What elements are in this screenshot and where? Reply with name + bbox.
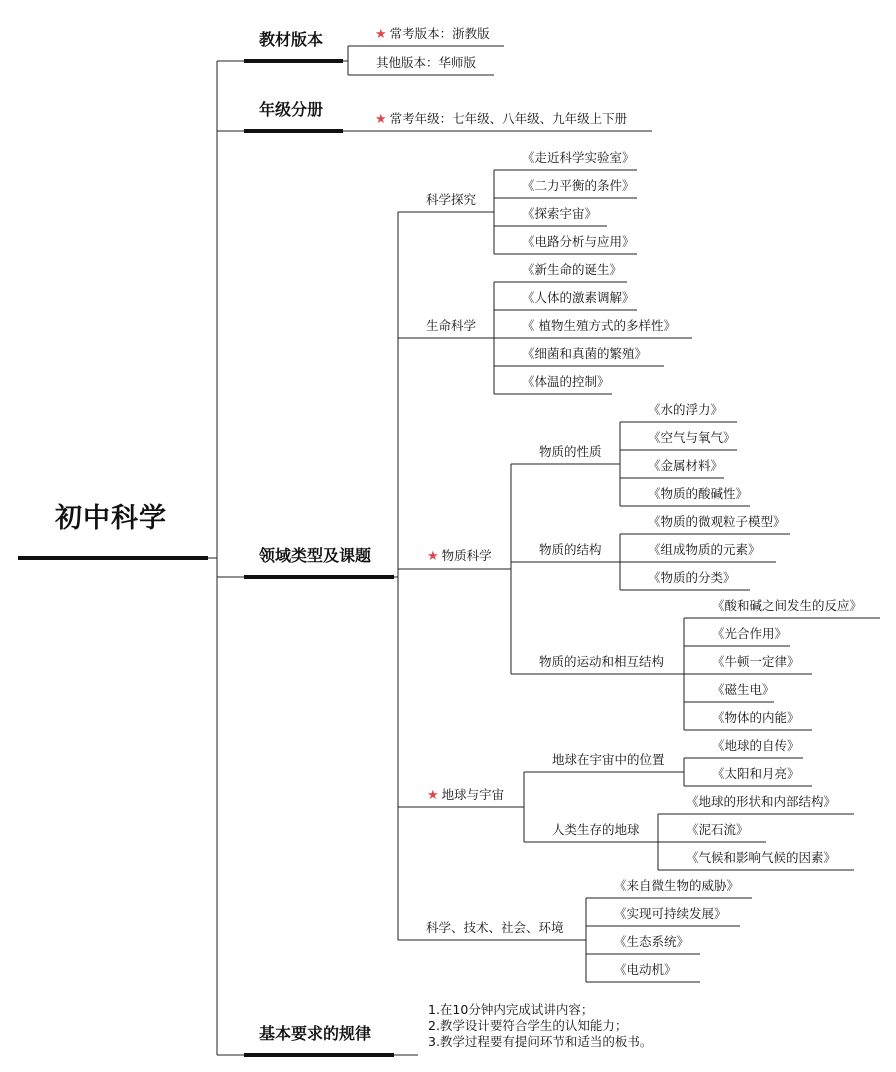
topic-item: 《牛顿一定律》 <box>712 654 800 669</box>
edition-other: 其他版本：华师版 <box>376 55 477 70</box>
topic-item: 《电路分析与应用》 <box>522 234 635 249</box>
topic-item: 《 植物生殖方式的多样性》 <box>522 318 676 333</box>
grade-common-label: 常考年级：七年级、八年级、九年级上下册 <box>389 111 628 126</box>
category-grade: 年级分册 <box>259 100 324 119</box>
topic-item: 《磁生电》 <box>712 682 775 697</box>
topic-item: 《地球的自传》 <box>712 738 800 753</box>
topic-item: 《酸和碱之间发生的反应》 <box>712 598 863 613</box>
branch-earth-universe <box>427 789 504 802</box>
branch-earth-universe-label: 地球与宇宙 <box>441 787 505 802</box>
topic-item: 《二力平衡的条件》 <box>522 178 635 193</box>
root-node: 初中科学 <box>55 503 167 534</box>
topic-item: 《泥石流》 <box>686 822 749 837</box>
topic-item: 《水的浮力》 <box>648 402 724 417</box>
category-domain: 领域类型及课题 <box>259 546 372 565</box>
edition-common <box>375 28 490 41</box>
branch-science-inquiry: 科学探究 <box>426 192 477 207</box>
subbranch-structure: 物质的结构 <box>539 542 602 557</box>
topic-item: 《空气与氧气》 <box>648 430 736 445</box>
topic-item: 《探索宇宙》 <box>522 206 598 221</box>
topic-item: 《走近科学实验室》 <box>522 150 635 165</box>
branch-matter-science-label: 物质科学 <box>441 548 492 563</box>
requirement-item: 2.教学设计要符合学生的认知能力； <box>428 1018 628 1033</box>
topic-item: 《物质的分类》 <box>648 570 736 585</box>
topic-item: 《组成物质的元素》 <box>648 542 761 557</box>
topic-item: 《新生命的诞生》 <box>522 262 623 277</box>
topic-item: 《气候和影响气候的因素》 <box>686 850 837 865</box>
topic-item: 《金属材料》 <box>648 458 724 473</box>
topic-item: 《电动机》 <box>614 962 677 977</box>
topic-item: 《生态系统》 <box>614 934 690 949</box>
subbranch-earth-position: 地球在宇宙中的位置 <box>552 752 665 767</box>
branch-matter-science <box>427 550 492 563</box>
topic-item: 《来自微生物的威胁》 <box>614 878 740 893</box>
topic-item: 《物质的微观粒子模型》 <box>648 514 786 529</box>
topic-item: 《光合作用》 <box>712 626 788 641</box>
subbranch-earth-habitat: 人类生存的地球 <box>552 822 640 837</box>
star-icon: ★ <box>427 549 439 564</box>
topic-item: 《物质的酸碱性》 <box>648 486 749 501</box>
star-icon: ★ <box>427 788 439 803</box>
topic-item: 《太阳和月亮》 <box>712 766 800 781</box>
topic-item: 《实现可持续发展》 <box>614 906 727 921</box>
category-requirements: 基本要求的规律 <box>259 1024 372 1043</box>
requirement-item: 3.教学过程要有提问环节和适当的板书。 <box>428 1034 653 1049</box>
branch-life-science: 生命科学 <box>426 318 477 333</box>
edition-common-label: 常考版本：浙教版 <box>389 26 490 41</box>
topic-item: 《细菌和真菌的繁殖》 <box>522 346 648 361</box>
subbranch-properties: 物质的性质 <box>539 444 602 459</box>
topic-item: 《地球的形状和内部结构》 <box>686 794 837 809</box>
topic-item: 《人体的激素调解》 <box>522 290 635 305</box>
branch-stse: 科学、技术、社会、环境 <box>426 920 564 935</box>
topic-item: 《体温的控制》 <box>522 374 610 389</box>
topic-item: 《物体的内能》 <box>712 710 800 725</box>
requirement-item: 1.在10分钟内完成试讲内容； <box>428 1002 594 1017</box>
subbranch-motion: 物质的运动和相互结构 <box>539 654 665 669</box>
category-edition: 教材版本 <box>259 30 324 49</box>
requirements-list <box>428 1002 652 1050</box>
star-icon: ★ <box>375 112 387 127</box>
star-icon: ★ <box>375 27 387 42</box>
grade-common <box>375 113 627 126</box>
